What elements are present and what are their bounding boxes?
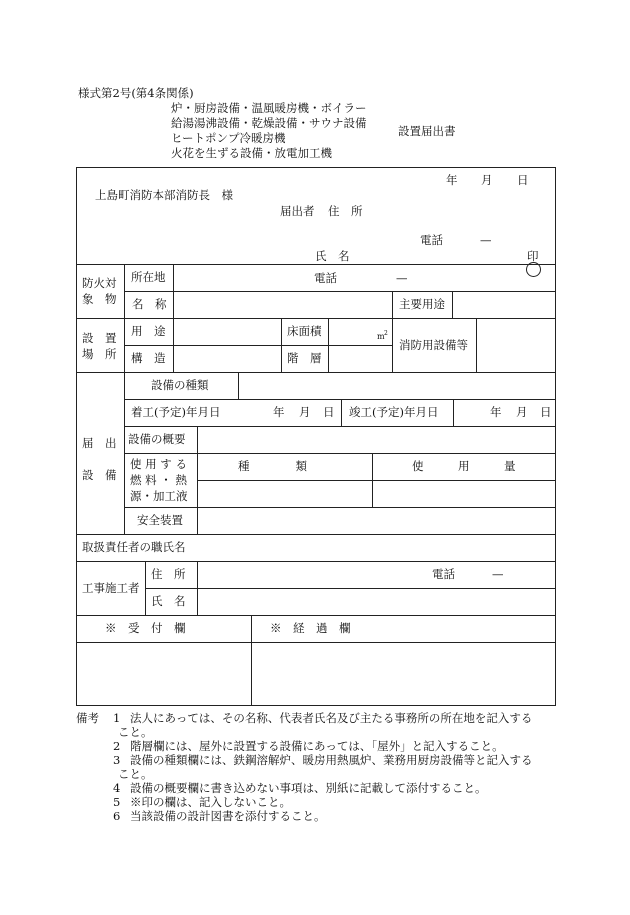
target-main-use-label: 主要用途 <box>399 297 445 311</box>
completion-date-label: 竣工(予定)年月日 <box>349 405 439 419</box>
date-day-label: 日 <box>517 173 529 187</box>
note-number: 3 <box>113 753 121 767</box>
equipment-type-label: 設備の種類 <box>151 378 209 392</box>
note-text: 設備の種類欄には、鉄鋼溶解炉、暖房用熱風炉、業務用厨房設備等と記入する <box>130 753 533 767</box>
start-day-label: 日 <box>323 405 335 419</box>
start-date-field[interactable] <box>239 400 340 426</box>
fuel-label: 燃 料 ・ 熱 <box>130 473 187 487</box>
site-structure-label: 構 造 <box>131 351 166 365</box>
notifier-address-label: 住 所 <box>328 204 363 218</box>
site-section-label: 場 所 <box>82 347 117 361</box>
date-month-label: 月 <box>481 173 493 187</box>
note-text: こと。 <box>118 725 153 739</box>
fuel-kind-header: 種 類 <box>238 459 307 473</box>
target-location-field[interactable] <box>174 265 555 291</box>
equipment-section-label: 設 備 <box>82 468 117 482</box>
notes-heading: 備考 <box>76 711 99 725</box>
fuel-kind-field[interactable] <box>198 481 371 507</box>
floor-area-unit: m <box>377 332 385 341</box>
safety-device-field[interactable] <box>198 508 555 534</box>
site-structure-field[interactable] <box>174 346 280 372</box>
start-year-label: 年 <box>273 405 285 419</box>
target-name-label: 名 称 <box>132 297 167 311</box>
progress-column-label: ※ 経 過 欄 <box>270 621 351 635</box>
target-section-label: 防火対 <box>82 276 117 290</box>
note-number: 2 <box>113 739 121 753</box>
target-main-use-field[interactable] <box>453 292 555 318</box>
notifier-phone-dash: — <box>480 233 492 247</box>
contractor-address-label: 住 所 <box>151 567 186 581</box>
seal-label: 印 <box>527 249 539 263</box>
site-floor-area-field[interactable] <box>329 319 391 345</box>
form-number: 様式第2号(第4条関係) <box>78 86 194 100</box>
equipment-list-item: 火花を生ずる設備・放電加工機 <box>171 146 332 160</box>
start-month-label: 月 <box>299 405 311 419</box>
seal-circle-icon <box>526 262 541 277</box>
notifier-label: 届出者 <box>280 204 315 218</box>
notifier-phone-label: 電話 <box>420 233 443 247</box>
completion-year-label: 年 <box>490 405 502 419</box>
equipment-section-label: 届 出 <box>82 436 117 450</box>
site-fire-equipment-field[interactable] <box>477 319 555 372</box>
contractor-name-field[interactable] <box>198 589 555 615</box>
note-number: 6 <box>113 809 121 823</box>
note-text: 階層欄には、屋外に設置する設備にあっては、「屋外」と記入すること。 <box>130 739 504 753</box>
safety-device-label: 安全装置 <box>137 513 183 527</box>
note-number: 4 <box>113 781 121 795</box>
completion-month-label: 月 <box>516 405 528 419</box>
contractor-label: 工事施工者 <box>82 581 140 595</box>
contractor-address-field[interactable] <box>198 562 555 588</box>
fuel-label: 使 用 す る <box>130 457 187 471</box>
document-title: 設置届出書 <box>398 124 456 138</box>
completion-date-field[interactable] <box>454 400 555 426</box>
equipment-summary-label: 設備の概要 <box>128 432 186 446</box>
target-location-label: 所在地 <box>131 270 166 284</box>
contractor-phone-dash: — <box>492 567 504 581</box>
site-floors-label: 階 層 <box>287 351 322 365</box>
manager-field[interactable] <box>198 535 555 561</box>
target-name-field[interactable] <box>174 292 391 318</box>
reception-column-label: ※ 受 付 欄 <box>105 621 186 635</box>
equipment-type-field[interactable] <box>239 373 555 399</box>
equipment-list-item: ヒートポンプ冷暖房機 <box>171 131 286 145</box>
site-use-field[interactable] <box>174 319 280 345</box>
completion-day-label: 日 <box>540 405 552 419</box>
site-fire-equipment-label: 消防用設備等 <box>399 338 468 352</box>
floor-area-unit-sup: 2 <box>384 330 388 337</box>
equipment-summary-field[interactable] <box>198 427 555 453</box>
note-text: こと。 <box>118 767 153 781</box>
equipment-list-item: 給湯湯沸設備・乾燥設備・サウナ設備 <box>171 116 367 130</box>
date-year-label: 年 <box>446 173 458 187</box>
contractor-phone-label: 電話 <box>432 567 455 581</box>
fuel-label: 源・加工液 <box>130 489 188 503</box>
fuel-amount-header: 使 用 量 <box>412 459 516 473</box>
note-text: 設備の概要欄に書き込めない事項は、別紙に記載して添付すること。 <box>130 781 487 795</box>
manager-label: 取扱責任者の職氏名 <box>82 540 186 554</box>
target-phone-dash: — <box>396 271 408 285</box>
note-text: 当該設備の設計図書を添付すること。 <box>130 809 326 823</box>
note-number: 1 <box>113 711 121 725</box>
target-section-label: 象 物 <box>82 292 117 306</box>
site-use-label: 用 途 <box>131 324 166 338</box>
equipment-list-item: 炉・厨房設備・温風暖房機・ボイラー <box>171 101 367 115</box>
site-floor-area-label: 床面積 <box>287 324 322 338</box>
site-section-label: 設 置 <box>82 331 117 345</box>
note-text: 法人にあっては、その名称、代表者氏名及び主たる事務所の所在地を記入する <box>130 711 533 725</box>
start-date-label: 着工(予定)年月日 <box>131 405 221 419</box>
notifier-name-label: 氏 名 <box>315 249 350 263</box>
contractor-name-label: 氏 名 <box>151 594 186 608</box>
target-phone-label: 電話 <box>314 271 337 285</box>
note-number: 5 <box>113 795 121 809</box>
fuel-amount-field[interactable] <box>373 481 555 507</box>
note-text: ※印の欄は、記入しないこと。 <box>130 795 291 809</box>
site-floors-field[interactable] <box>329 346 391 372</box>
recipient: 上島町消防本部消防長 様 <box>95 188 233 202</box>
